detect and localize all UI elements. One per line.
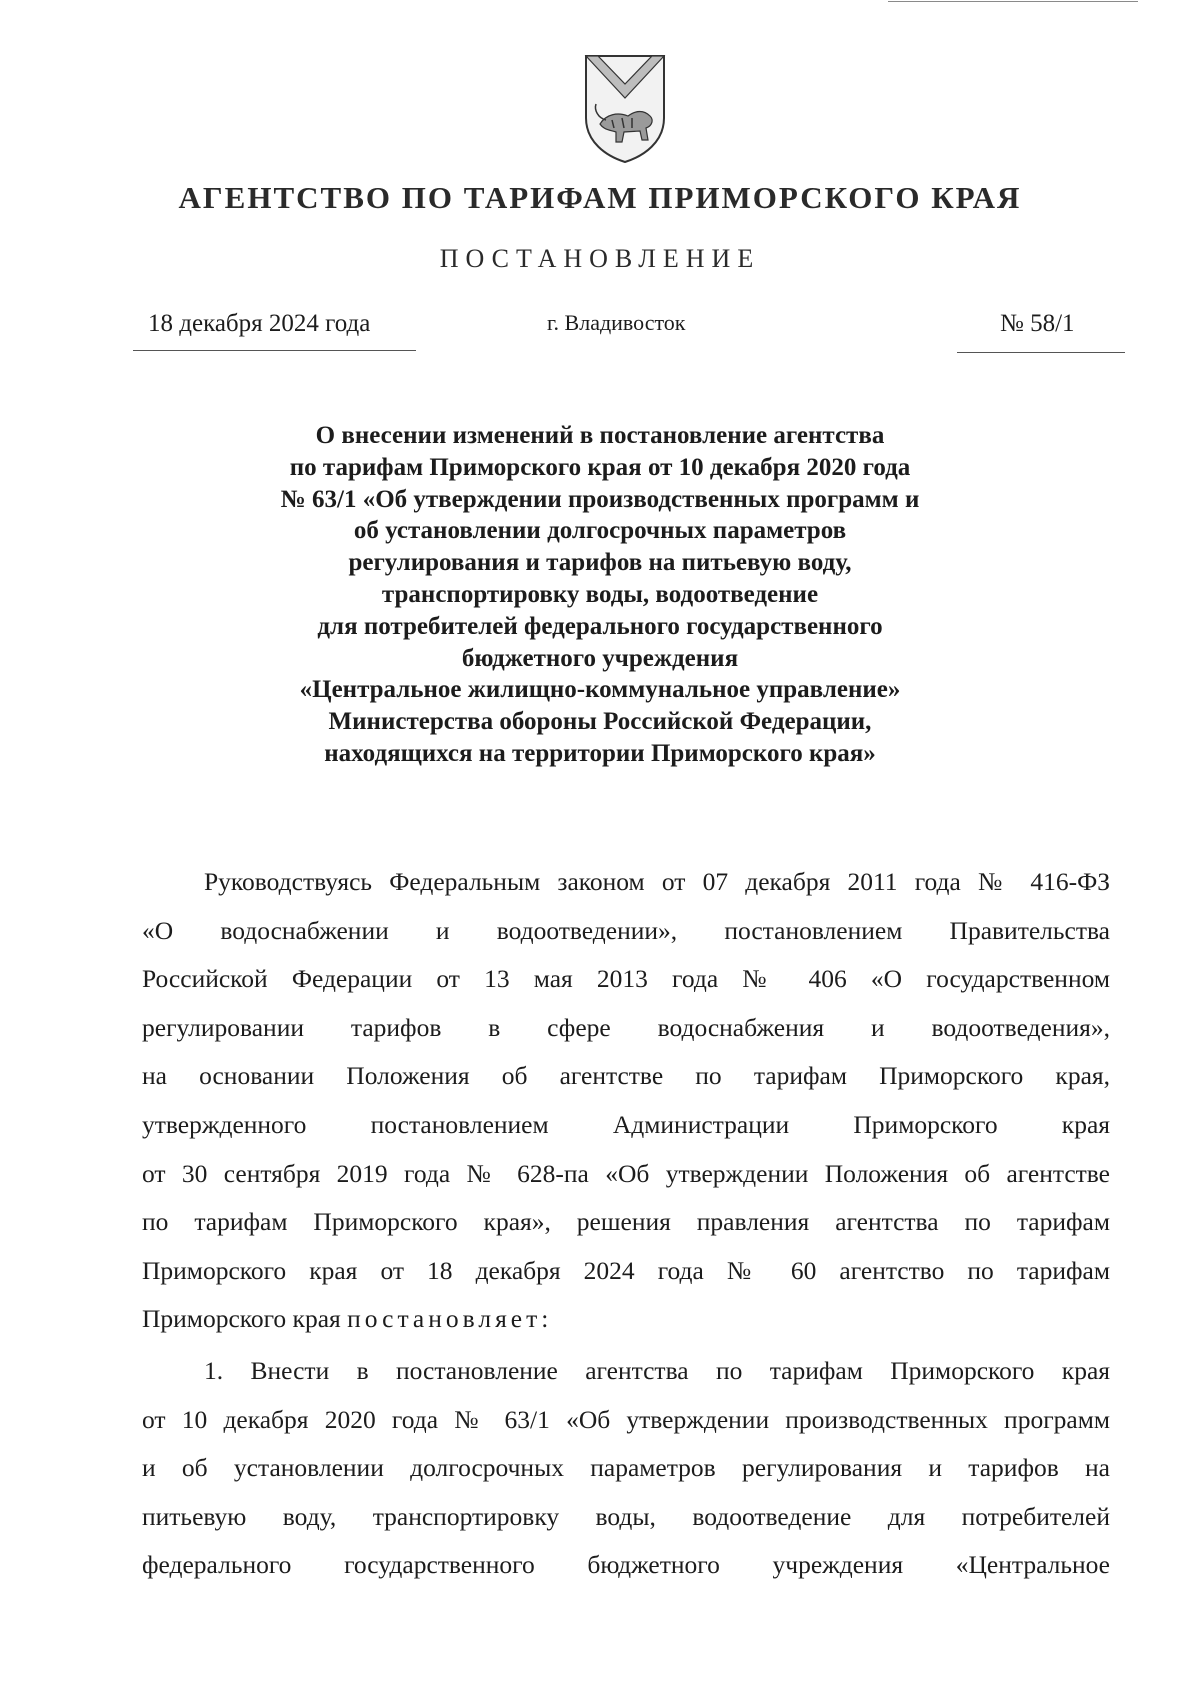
title-line: находящихся на территории Приморского края»	[324, 739, 876, 767]
body-line: Приморского края от 18 декабря 2024 года № 60 агентство по тарифам	[142, 1255, 1110, 1285]
resolution-word: постановляет:	[347, 1304, 553, 1334]
title-line: транспортировку воды, водоотведение	[381, 580, 819, 608]
title-line: Министерства обороны Российской Федерации,	[328, 708, 872, 736]
coat-of-arms-emblem	[582, 50, 668, 166]
title-line: О внесении изменений в постановление агентства	[315, 422, 885, 449]
body-line: утвержденного постановлением Администрации Приморского края	[142, 1109, 1110, 1139]
document-number: № 58/1	[1000, 310, 1075, 337]
body-line-text: Приморского края	[142, 1304, 341, 1334]
document-date: 18 декабря 2024 года	[148, 310, 371, 337]
body-line	[142, 1295, 1110, 1344]
document-body	[142, 858, 1110, 1590]
number-underline	[957, 352, 1125, 353]
body-line: по тарифам Приморского края», решения правления агентства по тарифам	[142, 1207, 1110, 1237]
paragraph-item-1	[142, 1347, 1110, 1590]
title-line: регулирования и тарифов на питьевую воду,	[348, 549, 852, 577]
title-line: бюджетного учреждения	[461, 644, 739, 672]
document-title	[200, 420, 1000, 770]
paragraph-preamble	[142, 858, 1110, 1344]
title-line: для потребителей федерального государственного	[317, 612, 883, 640]
title-line: «Центральное жилищно-коммунальное управление»	[299, 676, 901, 704]
document-type: ПОСТАНОВЛЕНИЕ	[439, 244, 761, 273]
agency-name: АГЕНТСТВО ПО ТАРИФАМ ПРИМОРСКОГО КРАЯ	[178, 180, 1022, 215]
body-line: федерального государственного бюджетного учреждения «Центральное	[142, 1550, 1110, 1580]
body-line: от 10 декабря 2020 года № 63/1 «Об утверждении производственных программ	[142, 1404, 1110, 1434]
body-line: регулировании тарифов в сфере водоснабжения и водоотведения»,	[142, 1012, 1110, 1042]
body-line: питьевую воду, транспортировку воды, водоотведение для потребителей	[142, 1501, 1110, 1531]
date-underline	[133, 350, 416, 351]
body-line: от 30 сентября 2019 года № 628-па «Об утверждении Положения об агентстве	[142, 1158, 1110, 1188]
title-line: по тарифам Приморского края от 10 декабря 2020 года	[289, 453, 911, 481]
body-line: на основании Положения об агентстве по тарифам Приморского края,	[142, 1061, 1110, 1091]
body-line: Руководствуясь Федеральным законом от 07 декабря 2011 года № 416-ФЗ	[204, 867, 1110, 896]
scan-edge-line	[888, 1, 1138, 2]
body-line: 1. Внести в постановление агентства по тарифам Приморского края	[204, 1355, 1110, 1385]
title-line: № 63/1 «Об утверждении производственных программ и	[280, 485, 920, 513]
title-line: об установлении долгосрочных параметров	[353, 517, 847, 545]
body-line: «О водоснабжении и водоотведении», постановлением Правительства	[142, 915, 1110, 945]
document-city: г. Владивосток	[547, 310, 686, 335]
body-line: Российской Федерации от 13 мая 2013 года № 406 «О государственном	[142, 964, 1110, 994]
body-line: и об установлении долгосрочных параметров регулирования и тарифов на	[142, 1453, 1110, 1483]
